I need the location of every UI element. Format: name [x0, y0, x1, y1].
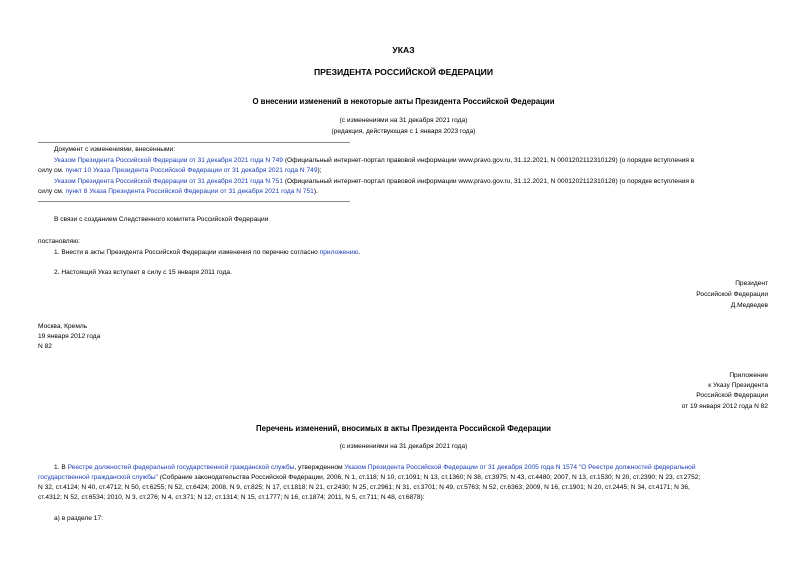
amendment-2-prefix: силу см.	[38, 188, 66, 195]
date: 19 января 2012 года	[38, 333, 101, 340]
paragraph-1	[54, 249, 360, 258]
appendix-link[interactable]: приложению	[319, 249, 359, 256]
appendix-country: Российской Федерации	[696, 392, 768, 399]
decree-number: N 82	[38, 343, 52, 350]
decree-word: постановляю:	[38, 238, 81, 245]
appendix-date: от 19 января 2012 года N 82	[681, 403, 768, 410]
appendix-to-decree: к Указу Президента	[708, 382, 768, 389]
amendment-1-prefix: силу см.	[38, 167, 66, 174]
item-1-mid: , утвержденном	[294, 464, 345, 471]
preamble: В связи с созданием Следственного комитета Российской Федерации	[54, 216, 269, 223]
decree-1574-link[interactable]: Указом Президента Российской Федерации от 31 декабря 2005 года N 1574 "О Реестре должностей федеральной	[344, 464, 696, 471]
paragraph-1-end: .	[358, 249, 361, 256]
amendment-link-p8-751[interactable]: пункт 8 Указа Президента Российской Федерации от 31 декабря 2021 года N 751	[65, 188, 314, 195]
title-decree: УКАЗ	[392, 45, 415, 55]
list-item-1-line1	[54, 464, 696, 473]
divider-bottom	[38, 201, 350, 202]
amendment-item-1-line2	[38, 167, 322, 176]
appendix-label: Приложение	[729, 372, 768, 379]
list-title: Перечень изменений, вносимых в акты Президента Российской Федерации	[256, 424, 551, 433]
amendment-item-2	[54, 178, 694, 187]
signature-name: Д.Медведев	[730, 302, 768, 309]
amendment-1-suffix: );	[317, 167, 322, 174]
amendment-link-749[interactable]: Указом Президента Российской Федерации от 31 декабря 2021 года N 749	[54, 157, 284, 164]
paragraph-1-text: 1. Внести в акты Президента Российской Федерации изменения по перечню согласно	[54, 249, 320, 256]
sub-item-a: а) в разделе 17:	[54, 515, 103, 522]
item-1-prefix: 1. В	[54, 464, 68, 471]
amendment-text-2: (Официальный интернет-портал правовой информации www.pravo.gov.ru, 31.12.2021, N 0001202112310128) (о порядке вступления в	[283, 178, 695, 185]
list-item-1-line3: N 32, ст.4124; N 40, ст.4712; N 50, ст.6255; N 52, ст.6424; 2008, N 9, ст.825; N 17, ст.1818; N 21, ст.2430; N 25, ст.2961; N 31, ст.3701; N 49, ст.5763; N 52, ст.6363; 2009, N 16, ст.1901; N 20, ст.2445; N 34, ст.4171; N 36,	[38, 484, 690, 491]
list-item-1-line2	[38, 474, 700, 483]
registry-link[interactable]: Реестре должностей федеральной государственной гражданской службы	[67, 464, 295, 471]
paragraph-2: 2. Настоящий Указ вступает в силу с 15 января 2011 года.	[54, 269, 232, 276]
edition-note: (редакция, действующая с 1 января 2023 года)	[331, 128, 476, 135]
place: Москва, Кремль	[38, 323, 88, 330]
changes-note: (с изменениями на 31 декабря 2021 года)	[339, 117, 468, 124]
list-item-1-line4: ст.4312; N 52, ст.6534; 2010, N 3, ст.276; N 4, ст.371; N 12, ст.1314; N 15, ст.1777; N 16, ст.1874; 2011, N 5, ст.711; N 48, ст.6878):	[38, 494, 425, 501]
title-president: ПРЕЗИДЕНТА РОССИЙСКОЙ ФЕДЕРАЦИИ	[313, 67, 494, 77]
signature-title: Президент	[735, 280, 768, 287]
amendment-text-1: (Официальный интернет-портал правовой информации www.pravo.gov.ru, 31.12.2021, N 0001202112310129) (о порядке вступления в	[283, 157, 695, 164]
amendment-2-suffix: ).	[313, 188, 318, 195]
list-changes-note: (с изменениями на 31 декабря 2021 года)	[339, 443, 468, 450]
document-subject: О внесении изменений в некоторые акты Президента Российской Федерации	[252, 97, 555, 106]
decree-1574-link-cont[interactable]: государственной гражданской службы"	[38, 474, 158, 481]
amendments-intro: Документ с изменениями, внесенными:	[54, 146, 176, 153]
item-1-sources: (Собрание законодательства Российской Федерации, 2006, N 1, ст.118; N 10, ст.1091; N 13, ст.1360; N 38, ст.3975; N 43, ст.4480; 2007, N 13, ст.1530; N 20, ст.2390; N 23, ст.2752;	[157, 474, 701, 481]
amendment-link-p10-749[interactable]: пункт 10 Указа Президента Российской Федерации от 31 декабря 2021 года N 749	[65, 167, 318, 174]
divider-top	[38, 142, 350, 143]
signature-country: Российской Федерации	[696, 291, 768, 298]
amendment-link-751[interactable]: Указом Президента Российской Федерации от 31 декабря 2021 года N 751	[54, 178, 284, 185]
amendment-item-2-line2	[38, 188, 318, 197]
amendment-item-1	[54, 157, 694, 166]
